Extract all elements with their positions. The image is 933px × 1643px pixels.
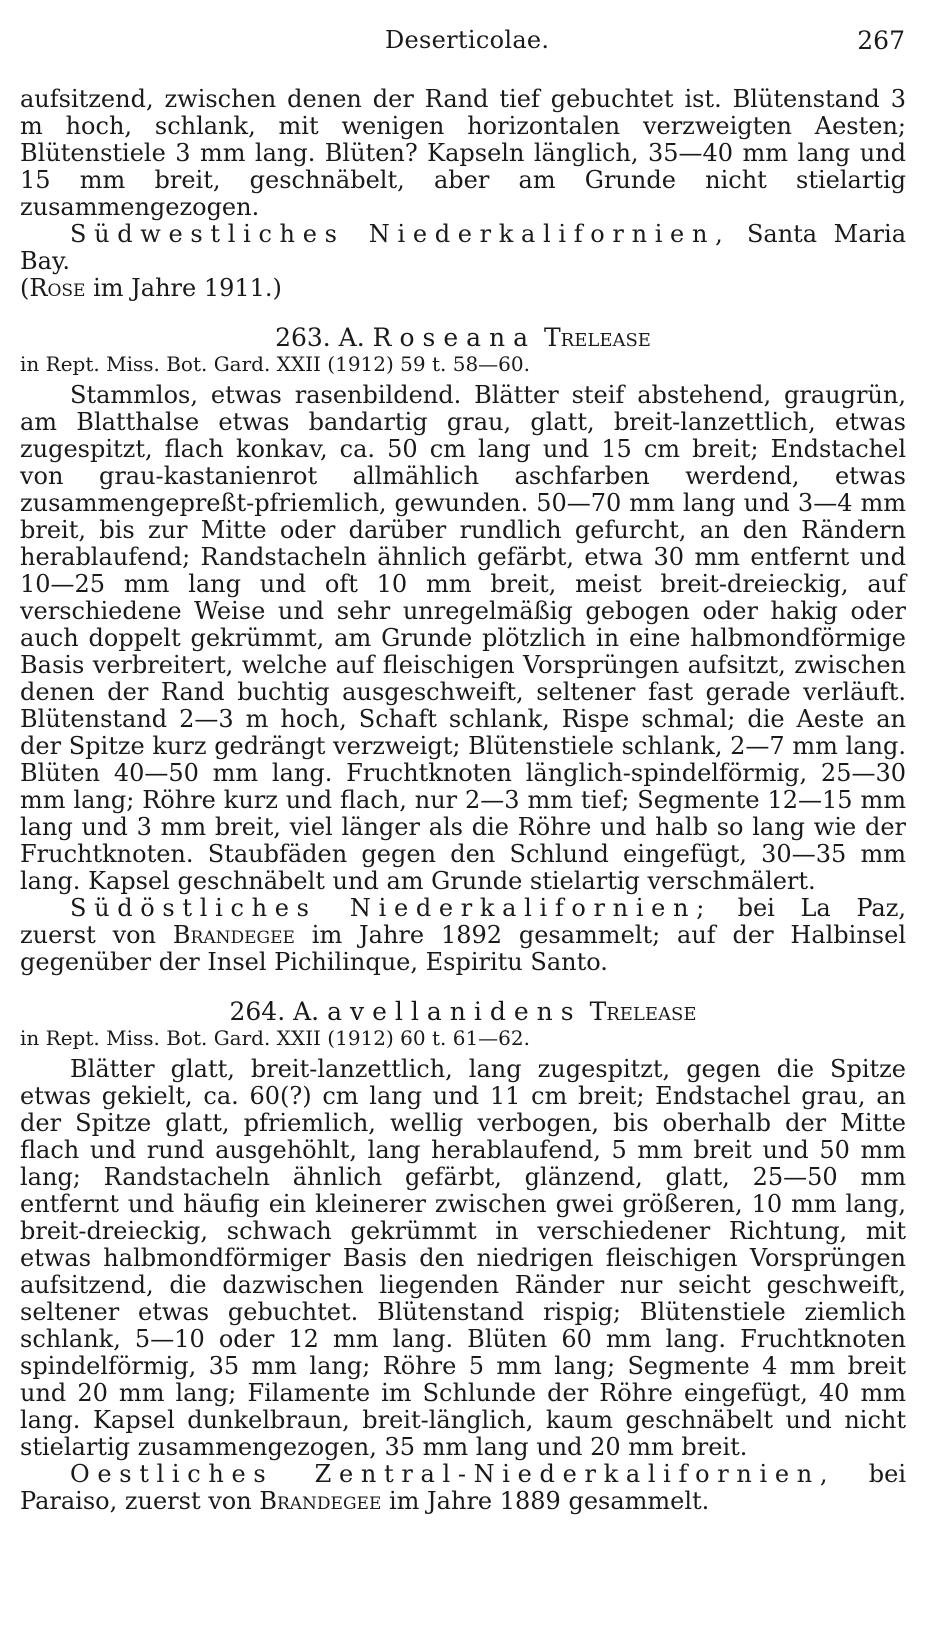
intro-collector-tail: im Jahre 1911.) bbox=[85, 274, 282, 302]
species-epithet: Roseana bbox=[372, 323, 537, 352]
species-heading-263 bbox=[20, 324, 906, 351]
intro-description: aufsitzend, zwischen denen der Rand tief gebuchtet ist. Blütenstand 3 m hoch, schlank, mit wenigen horizontalen verzweigten Aesten; Blütenstiele 3 mm lang. Blüten? Kapseln länglich, 35—40 mm lang und 15 mm breit, geschnäbelt, aber am Grunde nicht stielartig zusammengezogen. bbox=[20, 85, 906, 221]
species-number: 264. A. bbox=[229, 997, 328, 1026]
species-citation-264: in Rept. Miss. Bot. Gard. XXII (1912) 60 t. 61—62. bbox=[20, 1026, 530, 1050]
species-author: Trelease bbox=[589, 997, 697, 1026]
page-header bbox=[0, 22, 933, 58]
intro-locality: Santa Maria Bay. bbox=[20, 220, 906, 275]
species-epithet: avellanidens bbox=[327, 997, 582, 1026]
intro-collector: Rose bbox=[29, 274, 86, 302]
species-citation-263: in Rept. Miss. Bot. Gard. XXII (1912) 59 t. 58—60. bbox=[20, 352, 530, 376]
intro-distribution bbox=[20, 221, 906, 275]
species-description-264: Blätter glatt, breit-lanzettlich, lang zugespitzt, gegen die Spitze etwas gekielt, ca. 60(?) cm lang und 11 cm breit; Endstachel grau, an der Spitze glatt, pfriemlich, wellig verbogen, bis oberhalb der Mitte flach und rund ausgehöhlt, lang herablaufend, 5 mm breit und 50 mm lang; Randstacheln ähnlich gefärbt, glänzend, glatt, 25—50 mm entfernt und häufig ein kleinerer zwischen gwei größeren, 10 mm lang, breit-dreieckig, schwach gekrümmt in verschiedener Richtung, mit etwas halbmondförmiger Basis den niedrigen fleischigen Vorsprüngen aufsitzend, die dazwischen liegenden Ränder nur seicht geschweift, seltener etwas gebuchtet. Blütenstand rispig; Blütenstiele ziemlich schlank, 5—10 oder 12 mm lang. Blüten 60 mm lang. Fruchtknoten spindelförmig, 35 mm lang; Röhre 5 mm lang; Segmente 4 mm breit und 20 mm lang; Filamente im Schlunde der Röhre eingefügt, 40 mm lang. Kapsel dunkelbraun, breit-länglich, kaum geschnäbelt und nicht stielartig zusammengezogen, 35 mm lang und 20 mm breit. bbox=[20, 1055, 906, 1461]
species-author: Trelease bbox=[544, 323, 651, 352]
species-number: 263. A. bbox=[275, 323, 373, 352]
species-region: Südöstliches Niederkalifornien; bbox=[70, 894, 712, 922]
distribution-text: bei La Paz, zuerst von bbox=[20, 894, 906, 949]
running-head: Deserticolae. bbox=[385, 26, 550, 54]
distribution-text: im Jahre 1892 gesammelt; auf der Halbinsel gegenüber der Insel Pichilinque, Espiritu Santo. bbox=[20, 921, 906, 976]
distribution-text: im Jahre 1889 gesammelt. bbox=[381, 1487, 710, 1515]
intro-region: Südwestliches Niederkalifornien, bbox=[70, 220, 731, 248]
species-distribution-263 bbox=[20, 895, 906, 976]
species-collector: Brandegee bbox=[259, 1487, 382, 1515]
species-heading-264 bbox=[20, 998, 906, 1025]
page-body bbox=[20, 86, 906, 1515]
species-region: Oestliches Zentral-Niederkalifornien, bbox=[70, 1460, 836, 1488]
distribution-text: bei Paraiso, zuerst von bbox=[20, 1460, 907, 1515]
intro-collector-note bbox=[20, 275, 906, 302]
species-description-263: Stammlos, etwas rasenbildend. Blätter steif abstehend, graugrün, am Blatthalse etwas bandartig grau, glatt, breit-lanzettlich, etwas zugespitzt, flach konkav, ca. 50 cm lang und 15 cm breit; Endstachel von grau-kastanienrot allmählich aschfarben werdend, etwas zusammengepreßt-pfriemlich, gewunden. 50—70 mm lang und 3—4 mm breit, bis zur Mitte oder darüber rundlich gefurcht, an den Rändern herablaufend; Randstacheln ähnlich gefärbt, etwa 30 mm entfernt und 10—25 mm lang und oft 10 mm breit, meist breit-dreieckig, auf verschiedene Weise und sehr unregelmäßig gebogen oder hakig oder auch doppelt gekrümmt, am Grunde plötzlich in eine halbmondförmige Basis verbreitert, welche auf fleischigen Vorsprüngen aufsitzt, zwischen denen der Rand buchtig ausgeschweift, seltener fast gerade verläuft. Blütenstand 2—3 m hoch, Schaft schlank, Rispe schmal; die Aeste an der Spitze kurz gedrängt verzweigt; Blütenstiele schlank, 2—7 mm lang. Blüten 40—50 mm lang. Fruchtknoten länglich-spindelförmig, 25—30 mm lang; Röhre kurz und flach, nur 2—3 mm tief; Segmente 12—15 mm lang und 3 mm breit, viel länger als die Röhre und halb so lang wie der Fruchtknoten. Staubfäden gegen den Schlund eingefügt, 30—35 mm lang. Kapsel geschnäbelt und am Grunde stielartig verschmälert. bbox=[20, 381, 906, 895]
species-collector: Brandegee bbox=[172, 921, 295, 949]
species-distribution-264 bbox=[20, 1461, 906, 1515]
intro-paren: ( bbox=[20, 274, 30, 302]
page-number: 267 bbox=[857, 26, 905, 55]
